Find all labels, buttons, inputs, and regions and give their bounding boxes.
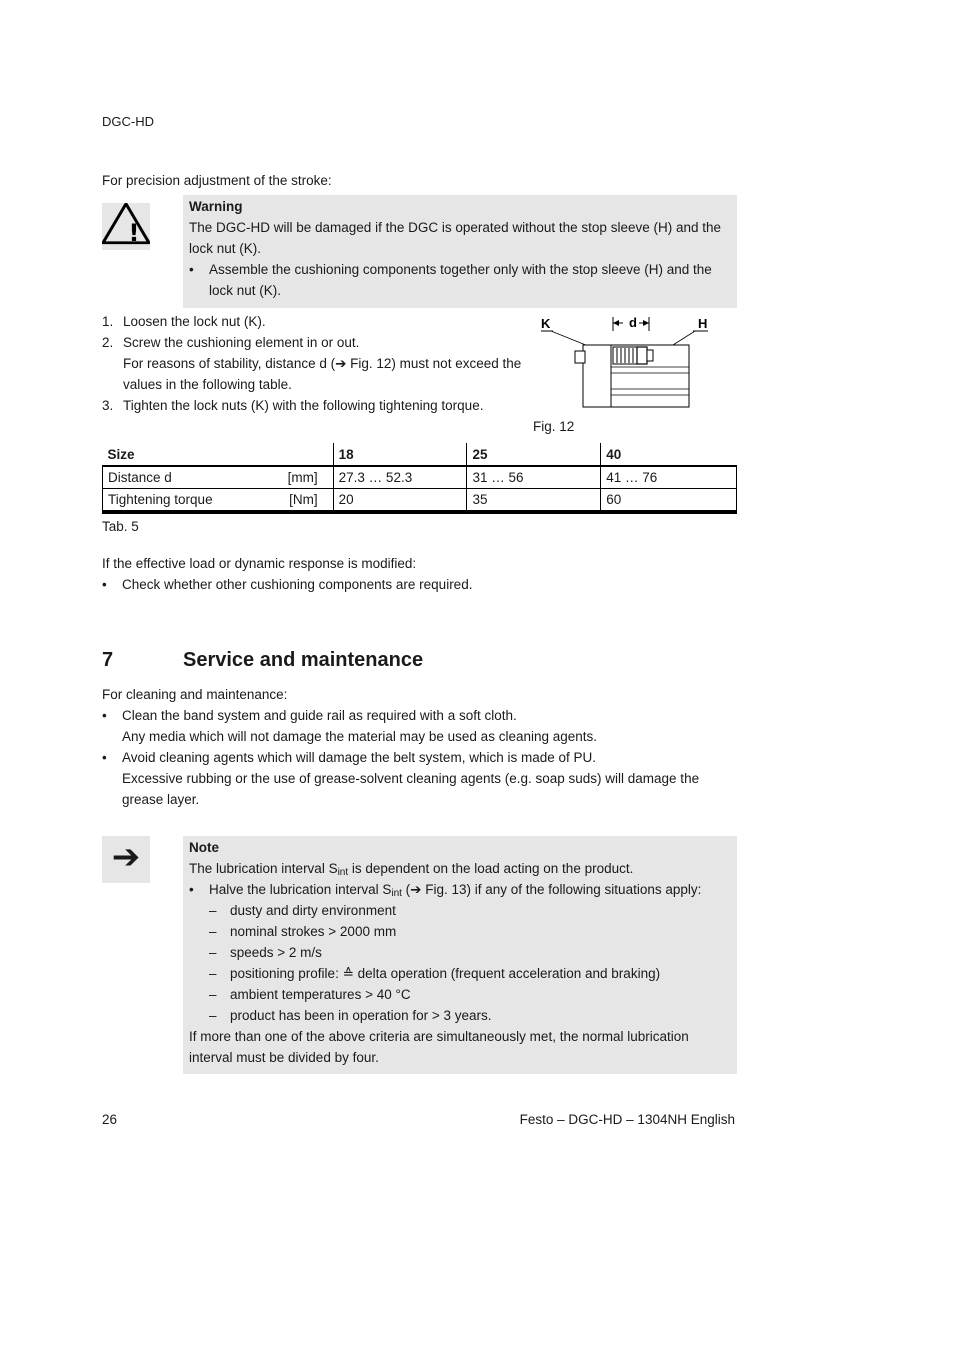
step-number: 3.: [102, 398, 114, 413]
note-box: [183, 836, 737, 1074]
step-extra-text: For reasons of stability, distance d (➔ Fig. 12) must not exceed the values in the following table.: [123, 356, 522, 392]
step-1: [102, 311, 532, 332]
section-title: Service and maintenance: [183, 649, 424, 671]
effective-text: If the effective load or dynamic response is modified:: [102, 556, 417, 571]
table-cell: 20: [333, 489, 467, 513]
maintenance-bullet-extra: Any media which will not damage the material may be used as cleaning agents.: [122, 729, 598, 744]
arrow-right-icon: ➔: [111, 837, 141, 877]
step-number: 2.: [102, 335, 114, 350]
note-dash-item: [189, 900, 729, 921]
note-dash-item: [189, 984, 729, 1005]
intro-text: For precision adjustment of the stroke:: [102, 173, 332, 188]
maintenance-section: [102, 684, 742, 810]
note-dash-item: [189, 1005, 729, 1026]
table-cell-label: [103, 489, 334, 513]
cushioning-diagram: [533, 311, 733, 411]
bullet-marker: •: [102, 750, 107, 765]
dash-text: dusty and dirty environment: [230, 903, 396, 918]
subscript: int: [391, 888, 402, 899]
row-unit: [mm]: [287, 470, 318, 485]
table-header: 40: [601, 443, 737, 466]
dash-text: product has been in operation for > 3 years.: [230, 1008, 492, 1023]
warning-icon-box: [102, 203, 150, 250]
maintenance-bullet-text: Avoid cleaning agents which will damage the belt system, which is made of PU.: [122, 750, 596, 765]
warning-title: Warning: [189, 199, 243, 214]
note-line-1: [189, 858, 729, 879]
label-k: K: [541, 316, 551, 331]
note-icon-box: [102, 836, 150, 883]
note-dash-item: [189, 963, 729, 984]
subscript: int: [337, 867, 349, 878]
dash-marker: –: [209, 924, 217, 939]
table-header: 25: [467, 443, 601, 466]
dash-marker: –: [209, 1008, 217, 1023]
table-caption: Tab. 5: [102, 519, 139, 534]
page-number: 26: [102, 1112, 118, 1127]
table-row: [103, 489, 737, 513]
dash-marker: –: [209, 966, 217, 981]
table-cell-label: [103, 466, 334, 489]
footer-doc-info: Festo – DGC-HD – 1304NH English: [519, 1112, 735, 1127]
dash-marker: –: [209, 903, 217, 918]
dash-text: positioning profile: ≙ delta operation (frequent acceleration and braking): [230, 966, 661, 981]
step-2: [102, 332, 532, 395]
label-h: H: [698, 316, 708, 331]
effective-bullet-text: Check whether other cushioning components are required.: [122, 577, 473, 592]
maintenance-bullet-2: [102, 747, 742, 810]
warning-triangle-icon: [102, 203, 150, 250]
section-heading: [102, 646, 423, 674]
note-bullet-text: Halve the lubrication interval S: [209, 882, 392, 897]
effective-load-section: [102, 553, 742, 595]
document-id: DGC-HD: [102, 114, 154, 129]
maintenance-bullet-text: Clean the band system and guide rail as required with a soft cloth.: [122, 708, 517, 723]
note-dash-item: [189, 921, 729, 942]
note-bullet-text: (➔ Fig. 13) if any of the following situations apply:: [401, 882, 702, 897]
step-text: Screw the cushioning element in or out.: [123, 335, 360, 350]
dash-text: speeds > 2 m/s: [230, 945, 322, 960]
maintenance-bullet-1: [102, 705, 742, 747]
note-dash-item: [189, 942, 729, 963]
adjustment-steps: [102, 311, 532, 416]
warning-exclamation-mark: !: [128, 219, 140, 247]
note-title: Note: [189, 840, 219, 855]
bullet-marker: •: [102, 577, 107, 592]
step-number: 1.: [102, 314, 114, 329]
bullet-marker: •: [102, 708, 107, 723]
table-cell: 31 … 56: [467, 466, 601, 489]
warning-text: The DGC-HD will be damaged if the DGC is operated without the stop sleeve (H) and the lock nut (K).: [189, 220, 721, 256]
table-cell: 27.3 … 52.3: [333, 466, 467, 489]
figure-12: [533, 311, 733, 421]
step-text: Loosen the lock nut (K).: [123, 314, 266, 329]
maintenance-bullet-extra: Excessive rubbing or the use of grease-solvent cleaning agents (e.g. soap suds) will damage the grease layer.: [122, 771, 700, 807]
note-bullet: [189, 879, 729, 900]
dash-marker: –: [209, 987, 217, 1002]
table-header: 18: [333, 443, 467, 466]
specs-table: [102, 443, 737, 514]
row-unit: [Nm]: [289, 492, 318, 507]
table-header: Size: [103, 443, 334, 466]
note-text: The lubrication interval S: [189, 861, 338, 876]
note-text: is dependent on the load acting on the product.: [348, 861, 634, 876]
dash-marker: –: [209, 945, 217, 960]
warning-bullet-text: Assemble the cushioning components together only with the stop sleeve (H) and the lock nut (K).: [209, 262, 712, 298]
table-cell: 41 … 76: [601, 466, 737, 489]
row-label: Distance d: [108, 470, 172, 485]
label-d: d: [629, 315, 637, 330]
row-label: Tightening torque: [108, 492, 213, 507]
figure-caption: Fig. 12: [533, 419, 575, 434]
table-header-row: [103, 443, 737, 466]
table-cell: 60: [601, 489, 737, 513]
effective-bullet: [102, 574, 742, 595]
dash-text: ambient temperatures > 40 °C: [230, 987, 411, 1002]
section-number: 7: [102, 649, 114, 671]
note-closing: If more than one of the above criteria are simultaneously met, the normal lubrication interval must be divided by four.: [189, 1029, 689, 1065]
table-cell: 35: [467, 489, 601, 513]
maintenance-intro: For cleaning and maintenance:: [102, 687, 288, 702]
bullet-marker: •: [189, 882, 194, 897]
table-row: [103, 466, 737, 489]
dash-text: nominal strokes > 2000 mm: [230, 924, 397, 939]
step-3: [102, 395, 532, 416]
step-text: Tighten the lock nuts (K) with the following tightening torque.: [123, 398, 484, 413]
bullet-marker: •: [189, 262, 194, 277]
warning-box: [183, 195, 737, 308]
warning-bullet: [189, 259, 729, 301]
